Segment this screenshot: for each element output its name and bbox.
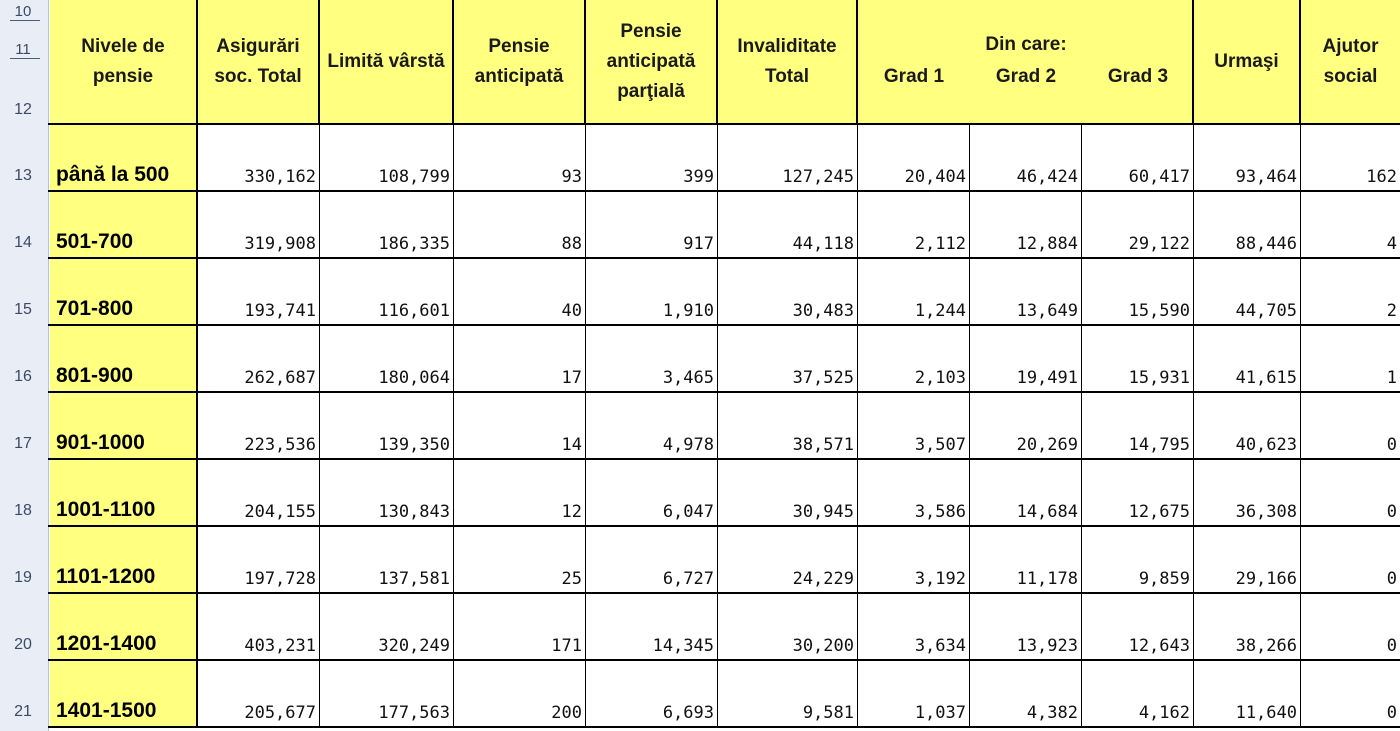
cell-grad2[interactable]: 13,923: [970, 593, 1082, 660]
cell-grad3[interactable]: 60,417: [1082, 124, 1194, 191]
cell-ajutor[interactable]: 4: [1386, 234, 1397, 254]
row-number[interactable]: 13: [14, 167, 32, 184]
cell-anticipata[interactable]: 17: [454, 325, 586, 392]
header-grad3[interactable]: Grad 3: [1107, 66, 1169, 87]
cell-anticipata-partiala[interactable]: 6,727: [586, 526, 718, 593]
cell-invaliditate[interactable]: 37,525: [718, 325, 858, 392]
row-number[interactable]: 17: [14, 435, 32, 452]
cell-urmasi[interactable]: 93,464: [1194, 124, 1301, 191]
row-divider: [10, 58, 40, 59]
cell-urmasi[interactable]: 88,446: [1194, 191, 1301, 258]
cell-grad1[interactable]: 2,112: [858, 191, 970, 258]
level-cell[interactable]: 701-800: [50, 258, 198, 325]
cell-asigurari[interactable]: 205,677: [198, 660, 320, 727]
header-din-care[interactable]: Din care:: [985, 34, 1067, 55]
cell-grad3[interactable]: 12,675: [1082, 459, 1194, 526]
cell-grad1[interactable]: 3,507: [858, 392, 970, 459]
row-border: [48, 726, 1400, 728]
cell-invaliditate[interactable]: 30,483: [718, 258, 858, 325]
level-cell[interactable]: 901-1000: [50, 392, 198, 459]
cell-anticipata-partiala[interactable]: 3,465: [586, 325, 718, 392]
row-number[interactable]: 21: [14, 703, 32, 720]
cell-grad3[interactable]: 15,931: [1082, 325, 1194, 392]
cell-urmasi[interactable]: 44,705: [1194, 258, 1301, 325]
cell-anticipata-partiala[interactable]: 6,693: [586, 660, 718, 727]
row-number[interactable]: 20: [14, 636, 32, 653]
cell-grad2[interactable]: 12,884: [970, 191, 1082, 258]
row-border: [48, 190, 1400, 192]
cell-ajutor[interactable]: 1: [1386, 368, 1397, 388]
cell-ajutor[interactable]: 162: [1366, 167, 1397, 187]
cell-anticipata-partiala[interactable]: 917: [586, 191, 718, 258]
row-border: [48, 659, 1400, 661]
cell-grad3[interactable]: 12,643: [1082, 593, 1194, 660]
level-cell[interactable]: până la 500: [50, 124, 198, 191]
cell-asigurari[interactable]: 319,908: [198, 191, 320, 258]
cell-grad1[interactable]: 3,192: [858, 526, 970, 593]
cell-invaliditate[interactable]: 38,571: [718, 392, 858, 459]
header-asigurari[interactable]: Asigurări soc. Total: [198, 0, 320, 124]
cell-anticipata[interactable]: 171: [454, 593, 586, 660]
cell-limita[interactable]: 139,350: [320, 392, 454, 459]
row-number[interactable]: 10: [14, 3, 32, 20]
cell-ajutor[interactable]: 0: [1386, 703, 1397, 723]
cell-urmasi[interactable]: 40,623: [1194, 392, 1301, 459]
cell-grad2[interactable]: 4,382: [970, 660, 1082, 727]
cell-asigurari[interactable]: 403,231: [198, 593, 320, 660]
cell-grad1[interactable]: 3,586: [858, 459, 970, 526]
row-border: [48, 123, 1400, 125]
cell-asigurari[interactable]: 193,741: [198, 258, 320, 325]
cell-grad2[interactable]: 14,684: [970, 459, 1082, 526]
cell-limita[interactable]: 186,335: [320, 191, 454, 258]
cell-urmasi[interactable]: 29,166: [1194, 526, 1301, 593]
cell-invaliditate[interactable]: 127,245: [718, 124, 858, 191]
cell-grad1[interactable]: 3,634: [858, 593, 970, 660]
header-grad1[interactable]: Grad 1: [883, 66, 945, 87]
level-cell[interactable]: 1401-1500: [50, 660, 198, 727]
cell-ajutor[interactable]: 0: [1386, 502, 1397, 522]
cell-limita[interactable]: 320,249: [320, 593, 454, 660]
cell-urmasi[interactable]: 11,640: [1194, 660, 1301, 727]
cell-invaliditate[interactable]: 44,118: [718, 191, 858, 258]
cell-ajutor[interactable]: 0: [1386, 435, 1397, 455]
row-border: [48, 391, 1400, 393]
level-cell[interactable]: 801-900: [50, 325, 198, 392]
header-ajutor[interactable]: Ajutor social: [1301, 0, 1400, 124]
header-grad2[interactable]: Grad 2: [995, 66, 1057, 87]
cell-grad3[interactable]: 29,122: [1082, 191, 1194, 258]
row-number[interactable]: 18: [14, 502, 32, 519]
cell-grad3[interactable]: 9,859: [1082, 526, 1194, 593]
cell-invaliditate[interactable]: 30,945: [718, 459, 858, 526]
cell-invaliditate[interactable]: 9,581: [718, 660, 858, 727]
cell-grad3[interactable]: 4,162: [1082, 660, 1194, 727]
cell-grad1[interactable]: 20,404: [858, 124, 970, 191]
row-number[interactable]: 15: [14, 301, 32, 318]
cell-asigurari[interactable]: 197,728: [198, 526, 320, 593]
row-border: [48, 324, 1400, 326]
row-divider: [10, 20, 40, 21]
cell-grad2[interactable]: 11,178: [970, 526, 1082, 593]
cell-grad2[interactable]: 46,424: [970, 124, 1082, 191]
cell-invaliditate[interactable]: 30,200: [718, 593, 858, 660]
cell-grad1[interactable]: 1,037: [858, 660, 970, 727]
cell-limita[interactable]: 180,064: [320, 325, 454, 392]
cell-anticipata-partiala[interactable]: 4,978: [586, 392, 718, 459]
level-cell[interactable]: 1001-1100: [50, 459, 198, 526]
cell-urmasi[interactable]: 41,615: [1194, 325, 1301, 392]
cell-grad2[interactable]: 13,649: [970, 258, 1082, 325]
header-limita[interactable]: Limită vârstă: [320, 0, 454, 124]
cell-limita[interactable]: 177,563: [320, 660, 454, 727]
cell-ajutor[interactable]: 2: [1386, 301, 1397, 321]
cell-limita[interactable]: 130,843: [320, 459, 454, 526]
cell-ajutor[interactable]: 0: [1386, 636, 1397, 656]
level-cell[interactable]: 1201-1400: [50, 593, 198, 660]
cell-anticipata[interactable]: 25: [454, 526, 586, 593]
cell-limita[interactable]: 137,581: [320, 526, 454, 593]
cell-ajutor[interactable]: 0: [1386, 569, 1397, 589]
header-urmasi[interactable]: Urmaşi: [1194, 0, 1301, 124]
cell-grad3[interactable]: 14,795: [1082, 392, 1194, 459]
row-number[interactable]: 11: [15, 41, 31, 58]
cell-asigurari[interactable]: 204,155: [198, 459, 320, 526]
cell-anticipata[interactable]: 12: [454, 459, 586, 526]
cell-asigurari[interactable]: 330,162: [198, 124, 320, 191]
header-nivele[interactable]: Nivele de pensie: [50, 0, 198, 124]
cell-grad1[interactable]: 1,244: [858, 258, 970, 325]
row-border: [48, 525, 1400, 527]
cell-grad2[interactable]: 19,491: [970, 325, 1082, 392]
cell-anticipata-partiala[interactable]: 1,910: [586, 258, 718, 325]
cell-limita[interactable]: 108,799: [320, 124, 454, 191]
row-number[interactable]: 16: [14, 368, 32, 385]
cell-anticipata[interactable]: 93: [454, 124, 586, 191]
row-border: [48, 592, 1400, 594]
cell-asigurari[interactable]: 223,536: [198, 392, 320, 459]
cell-anticipata-partiala[interactable]: 6,047: [586, 459, 718, 526]
level-cell[interactable]: 1101-1200: [50, 526, 198, 593]
cell-anticipata[interactable]: 14: [454, 392, 586, 459]
header-anticipata[interactable]: Pensie anticipată: [454, 0, 586, 124]
cell-urmasi[interactable]: 36,308: [1194, 459, 1301, 526]
cell-invaliditate[interactable]: 24,229: [718, 526, 858, 593]
cell-anticipata-partiala[interactable]: 399: [586, 124, 718, 191]
cell-grad1[interactable]: 2,103: [858, 325, 970, 392]
cell-anticipata[interactable]: 200: [454, 660, 586, 727]
cell-grad2[interactable]: 20,269: [970, 392, 1082, 459]
row-number[interactable]: 12: [14, 101, 32, 118]
row-number[interactable]: 14: [14, 234, 32, 251]
header-invaliditate[interactable]: Invaliditate Total: [718, 0, 858, 124]
cell-grad3[interactable]: 15,590: [1082, 258, 1194, 325]
cell-urmasi[interactable]: 38,266: [1194, 593, 1301, 660]
row-number[interactable]: 19: [14, 569, 32, 586]
cell-asigurari[interactable]: 262,687: [198, 325, 320, 392]
row-border: [48, 458, 1400, 460]
cell-anticipata[interactable]: 40: [454, 258, 586, 325]
header-anticipata-partiala[interactable]: Pensie anticipată parţială: [586, 0, 718, 124]
cell-anticipata-partiala[interactable]: 14,345: [586, 593, 718, 660]
cell-anticipata[interactable]: 88: [454, 191, 586, 258]
level-cell[interactable]: 501-700: [50, 191, 198, 258]
cell-limita[interactable]: 116,601: [320, 258, 454, 325]
row-border: [48, 257, 1400, 259]
